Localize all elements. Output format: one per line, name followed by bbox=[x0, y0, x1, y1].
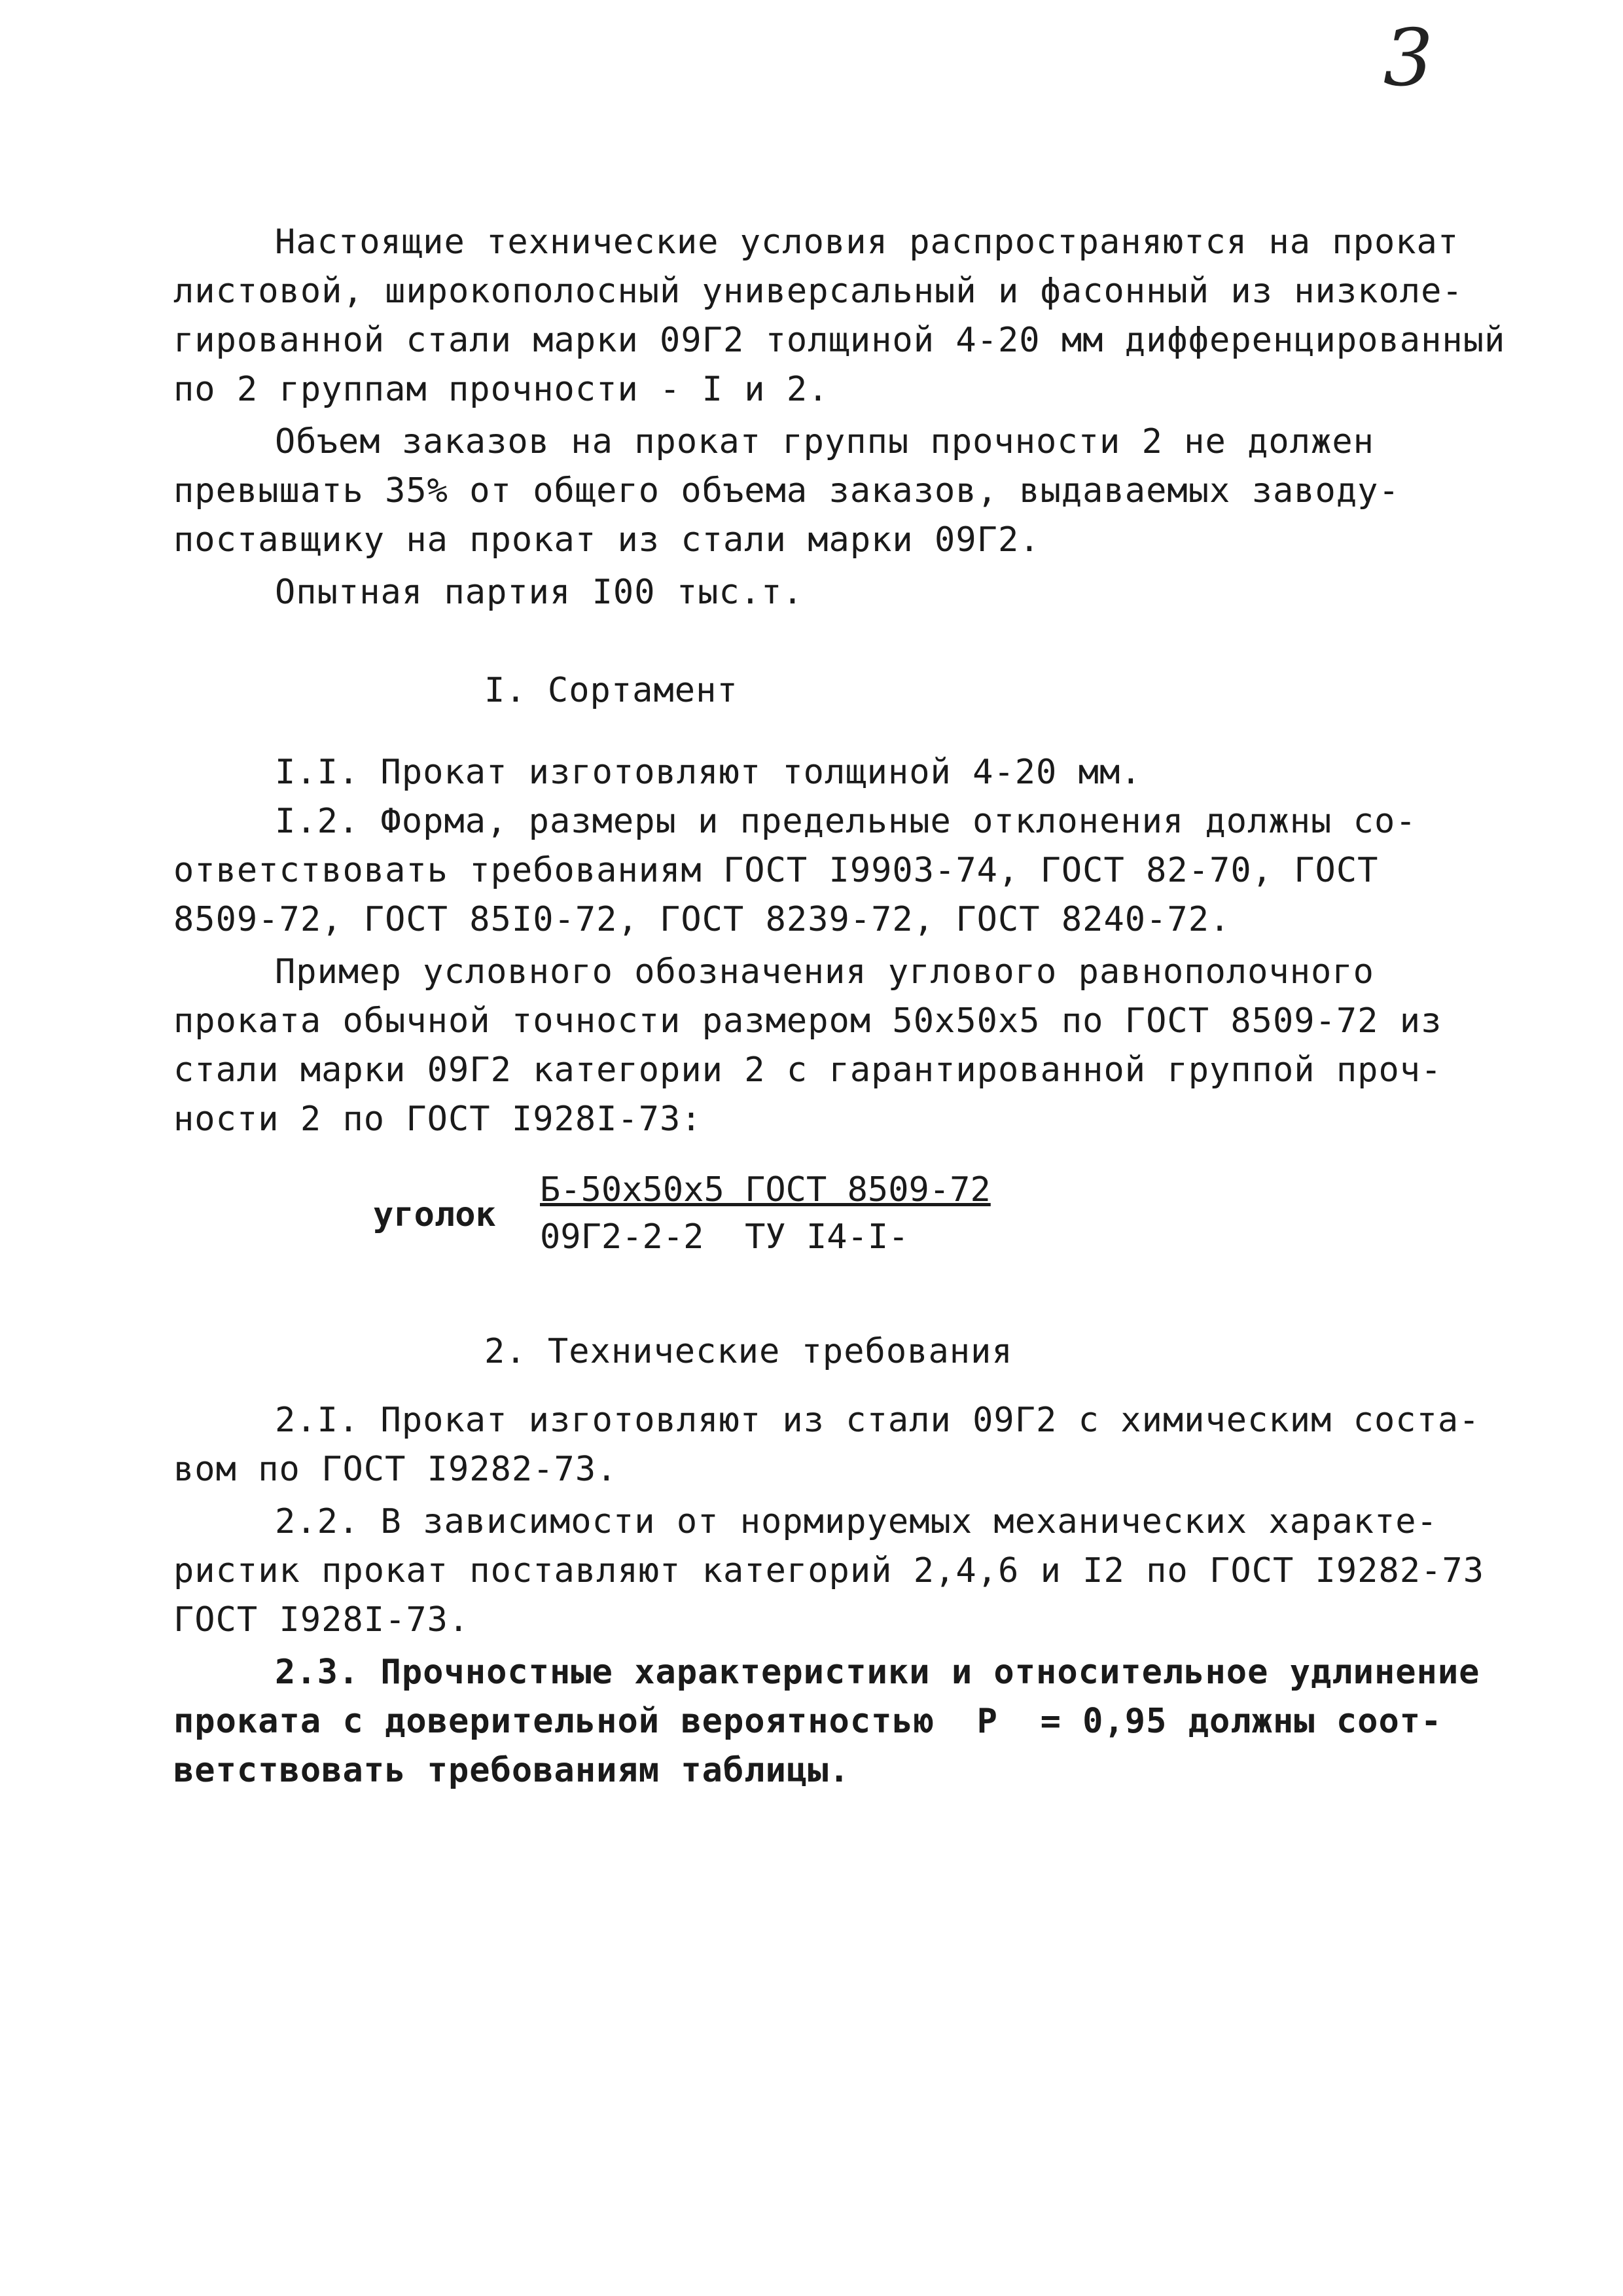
intro-line-3: гированной стали марки 09Г2 толщиной 4-20 мм дифференцированный bbox=[173, 321, 1506, 360]
intro-line-7: поставщику на прокат из стали марки 09Г2. bbox=[173, 520, 1041, 560]
section-2-line-1: 2.I. Прокат изготовляют из стали 09Г2 с химическим соста- bbox=[275, 1401, 1480, 1440]
section-2-heading: 2. Технические требования bbox=[484, 1332, 1013, 1371]
intro-line-8: Опытная партия I00 тыс.т. bbox=[275, 573, 804, 612]
intro-line-5: Объем заказов на прокат группы прочности 2 не должен bbox=[275, 422, 1374, 461]
section-2-line-8: ветствовать требованиям таблицы. bbox=[173, 1751, 850, 1790]
section-1-line-4: 8509-72, ГОСТ 85I0-72, ГОСТ 8239-72, ГОСТ 8240-72. bbox=[173, 900, 1231, 939]
section-2-line-7: проката с доверительной вероятностью P = 0,95 должны соот- bbox=[173, 1702, 1442, 1741]
intro-line-2: листовой, широкополосный универсальный и фасонный из низколе- bbox=[173, 272, 1463, 311]
section-1-heading: I. Сортамент bbox=[484, 671, 738, 710]
section-1-line-2: I.2. Форма, размеры и предельные отклонения должны со- bbox=[275, 802, 1417, 841]
section-1-line-1: I.I. Прокат изготовляют толщиной 4-20 мм. bbox=[275, 753, 1142, 792]
intro-line-4: по 2 группам прочности - I и 2. bbox=[173, 370, 829, 409]
section-1-line-6: проката обычной точности размером 50х50х5 по ГОСТ 8509-72 из bbox=[173, 1001, 1442, 1041]
section-2-line-3: 2.2. В зависимости от нормируемых механических характе- bbox=[275, 1502, 1438, 1541]
section-2-line-5: ГОСТ I928I-73. bbox=[173, 1600, 470, 1640]
section-2-line-6: 2.3. Прочностные характеристики и относительное удлинение bbox=[275, 1653, 1480, 1692]
intro-line-1: Настоящие технические условия распространяются на прокат bbox=[275, 223, 1459, 262]
section-2-line-2: вом по ГОСТ I9282-73. bbox=[173, 1450, 618, 1489]
page-number: 3 bbox=[1383, 13, 1433, 104]
designation-example bbox=[373, 1170, 1027, 1268]
designation-denominator: 09Г2-2-2 ТУ I4-I- bbox=[540, 1217, 909, 1257]
designation-numerator: Б-50х50х5 ГОСТ 8509-72 bbox=[540, 1170, 991, 1210]
section-1-line-7: стали марки 09Г2 категории 2 с гарантированной группой проч- bbox=[173, 1050, 1442, 1090]
section-1-line-5: Пример условного обозначения углового равнополочного bbox=[275, 952, 1374, 992]
section-2-line-4: ристик прокат поставляют категорий 2,4,6 и I2 по ГОСТ I9282-73 bbox=[173, 1551, 1485, 1590]
section-1-line-3: ответствовать требованиям ГОСТ I9903-74, ГОСТ 82-70, ГОСТ bbox=[173, 851, 1379, 890]
intro-line-6: превышать 35% от общего объема заказов, выдаваемых заводу- bbox=[173, 471, 1400, 511]
designation-word: уголок bbox=[373, 1195, 496, 1234]
section-1-line-8: ности 2 по ГОСТ I928I-73: bbox=[173, 1100, 702, 1139]
